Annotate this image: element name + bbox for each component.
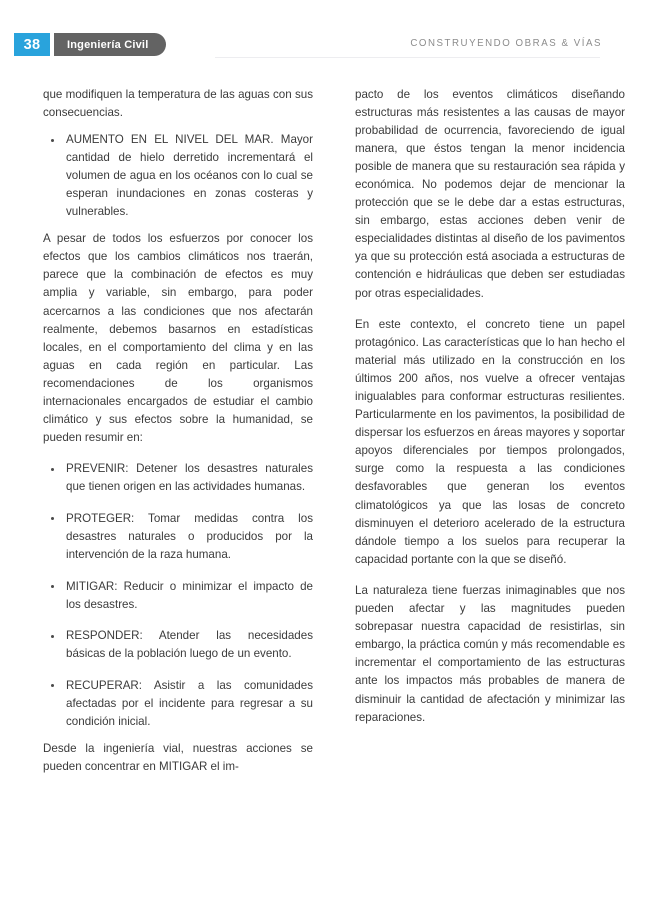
right-column [355, 86, 625, 776]
list-item [43, 510, 313, 564]
page-number-badge: 38 [14, 33, 50, 56]
page-header [0, 0, 650, 72]
bullet-dot-icon [51, 635, 54, 638]
list-item-text: PROTEGER: Tomar medidas contra los desastres naturales o producidos por la intervención de la raza humana. [66, 511, 313, 562]
publication-title: CONSTRUYENDO OBRAS & VÍAS [410, 38, 602, 49]
header-divider [215, 57, 600, 58]
paragraph-nature: La naturaleza tiene fuerzas inimaginables que nos pueden afectar y las magnitudes pueden sobrepasar nuestra capacidad de resistirlas, sin embargo, la práctica común y más recomendable es incrementar el comportamiento de las estructuras ante los impactos más probables de manera de disminuir la cantidad de afectación y minimizar las reparaciones. [355, 584, 625, 724]
list-item [43, 627, 313, 663]
section-title-tab: Ingeniería Civil [54, 33, 166, 56]
bullet-dot-icon [51, 517, 54, 520]
list-item [43, 460, 313, 496]
list-item [43, 578, 313, 614]
list-item-text: MITIGAR: Reducir o minimizar el impacto de los desastres. [66, 579, 313, 611]
bullet-dot-icon [51, 139, 54, 142]
bullet-dot-icon [51, 684, 54, 687]
recommendations-list [43, 460, 313, 731]
bullet-dot-icon [51, 468, 54, 471]
article-body [0, 86, 650, 776]
climate-effects-list [43, 131, 313, 221]
left-column [43, 86, 313, 776]
paragraph-efforts: A pesar de todos los esfuerzos por conocer los efectos que los cambios climáticos nos traerán, parece que la combinación de efectos es muy amplia y variable, sin embargo, para poder acercarnos a las condiciones que nos afectarán realmente, debemos basarnos en estadísticas locales, en el comportamiento del clima y en las aguas en cada región en particular. Las recomendaciones de los organismos internacionales encargados de estudiar el cambio climático y sus efectos sobre la humanidad, se pueden resumir en: [43, 232, 313, 444]
list-item [43, 131, 313, 221]
bullet-dot-icon [51, 585, 54, 588]
list-item-text: AUMENTO EN EL NIVEL DEL MAR. Mayor cantidad de hielo derretido incrementará el volumen de agua en los océanos con lo cual se esperan inundaciones en zonas costeras y vulnerables. [66, 133, 313, 219]
paragraph-continued: que modifiquen la temperatura de las aguas con sus consecuencias. [43, 88, 313, 120]
list-item [43, 677, 313, 731]
list-item-text: PREVENIR: Detener los desastres naturales que tienen origen en las actividades humanas. [66, 462, 313, 494]
paragraph-impact-continued: pacto de los eventos climáticos diseñando estructuras más resistentes a las causas de mayor probabilidad de ocurrencia, favoreciendo de igual manera, que éstos tengan la menor incidencia posible de manera que su restauración sea rápida y económica. No podemos dejar de mencionar la protección que se le debe dar a estas estructuras, sin embargo, estas acciones deben venir de especialidades distintas al diseño de los pavimentos ya que su protección está asociada a estructuras de contención e hidráulicas que deben ser estudiadas por otras especialidades. [355, 88, 625, 300]
paragraph-concrete: En este contexto, el concreto tiene un papel protagónico. Las características que lo han hecho el material más utilizado en la construcción en los últimos 200 años, nos vuelve a ofrecer ventajas inigualables para conformar estructuras resilientes. Particularmente en los pavimentos, la posibilidad de dispersar los esfuerzos en áreas mayores y soportar apoyos diferenciales por tiempos prolongados, surge como la respuesta a las condiciones desfavorables que generan los eventos climatológicos ya que las losas de concreto disminuyen el deterioro acelerado de la estructura dándole tiempo a los suelos para recuperar la capacidad portante con la que se diseñó. [355, 318, 625, 566]
list-item-text: RECUPERAR: Asistir a las comunidades afectadas por el incidente para regresar a su condición inicial. [66, 678, 313, 728]
paragraph-road-engineering: Desde la ingeniería vial, nuestras acciones se pueden concentrar en MITIGAR el im- [43, 741, 313, 773]
list-item-text: RESPONDER: Atender las necesidades básicas de la población luego de un evento. [66, 629, 313, 661]
